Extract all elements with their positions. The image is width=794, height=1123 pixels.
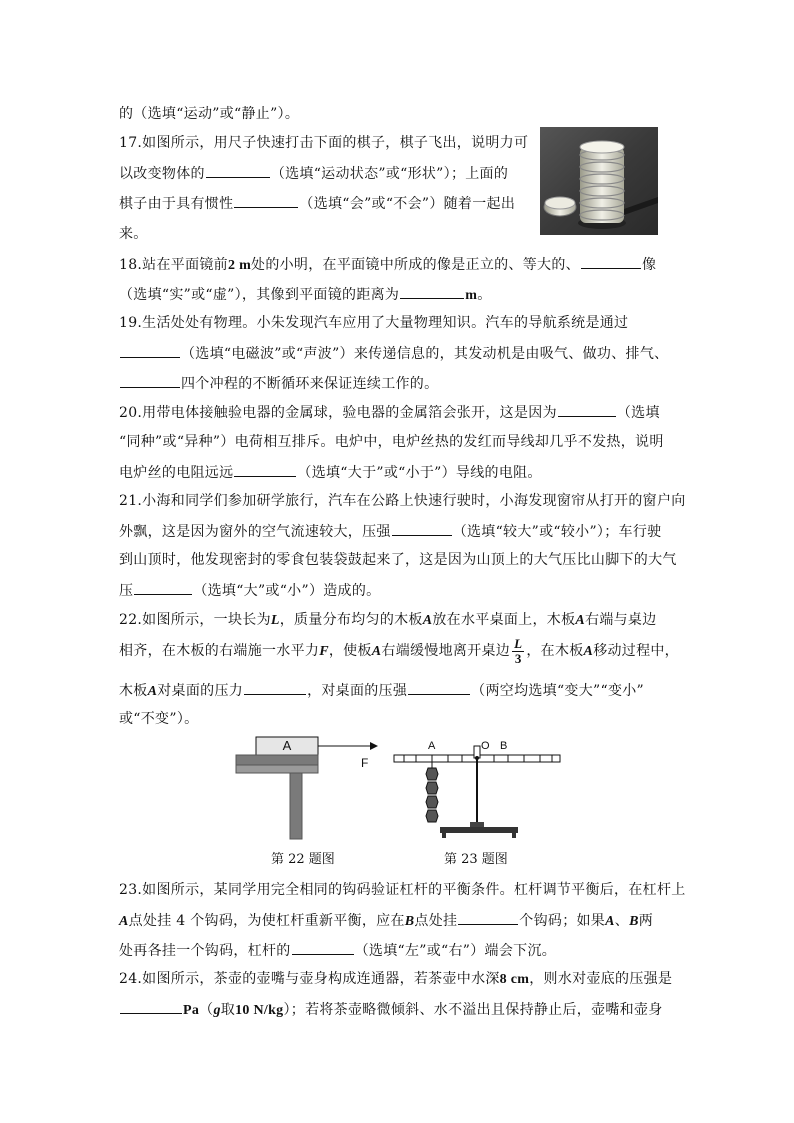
answer-blank[interactable] [206, 163, 270, 178]
fig23-label-a: A [428, 740, 436, 752]
answer-blank[interactable] [408, 680, 470, 695]
figure-23-caption: 第 23 题图 [444, 852, 508, 867]
question-21-line-4: 压 （选填“大”或“小”）造成的。 [119, 580, 380, 601]
answer-blank[interactable] [244, 680, 306, 695]
question-22-line-4: 或“不变”）。 [119, 711, 199, 727]
question-20-line-1: 20.用带电体接触验电器的金属球，验电器的金属箔会张开，这是因为 （选填 [119, 402, 660, 423]
text-line: 的（选填“运动”或“静止”）。 [119, 106, 300, 122]
answer-blank[interactable] [581, 254, 641, 269]
answer-blank[interactable] [392, 521, 452, 536]
question-18-line-2: （选填“实”或“虚”），其像到平面镜的距离为 m。 [119, 284, 492, 306]
answer-blank[interactable] [234, 193, 298, 208]
question-17-line-4: 来。 [119, 226, 148, 242]
question-21-line-3: 到山顶时，他发现密封的零食包装袋鼓起来了，这是因为山顶上的大气压比山脚下的大气 [119, 552, 677, 568]
question-19-line-1: 19.生活处处有物理。小朱发现汽车应用了大量物理知识。汽车的导航系统是通过 [119, 315, 629, 331]
question-24-line-1: 24.如图所示，茶壶的壶嘴与壶身构成连通器，若茶壶中水深8 cm，则水对壶底的压强是 [119, 971, 673, 987]
fig22-label-f: F [361, 756, 369, 770]
question-21-line-1: 21.小海和同学们参加研学旅行，汽车在公路上快速行驶时，小海发现窗帘从打开的窗户向 [119, 493, 686, 509]
answer-blank[interactable] [120, 343, 180, 358]
chess-pieces-photo [540, 127, 658, 235]
figure-22-caption: 第 22 题图 [271, 852, 335, 867]
answer-blank[interactable] [458, 910, 518, 925]
answer-blank[interactable] [120, 999, 182, 1014]
question-22-line-3: 木板A对桌面的压力 ，对桌面的压强 （两空均选填“变大”“变小” [119, 680, 644, 702]
question-18-line-1: 18.站在平面镜前2 m处的小明，在平面镜中所成的像是正立的、等大的、 像 [119, 254, 656, 276]
figure-23-lever [390, 734, 568, 844]
question-24-line-2: Pa（g取10 N/kg）；若将茶壶略微倾斜、水不溢出且保持静止后，壶嘴和壶身 [119, 999, 663, 1021]
question-17-line-2: 以改变物体的 （选填“运动状态”或“形状”）；上面的 [119, 163, 508, 184]
fig23-label-o: O [481, 740, 490, 752]
question-20-line-2: “同种”或“异种”）电荷相互排斥。电炉中，电炉丝热的发红而导线却几乎不发热，说明 [119, 434, 664, 450]
fig22-label-a: A [282, 738, 292, 753]
question-19-line-2: （选填“电磁波”或“声波”）来传递信息的，其发动机是由吸气、做功、排气、 [119, 343, 668, 364]
question-19-line-3: 四个冲程的不断循环来保证连续工作的。 [119, 373, 438, 394]
question-22-line-2: 相齐，在木板的右端施一水平力F，使板A右端缓慢地离开桌边 $\frac{L}{3}$ ，在木板A移动过程中， [119, 635, 679, 666]
question-22-line-1: 22.如图所示，一块长为L，质量分布均匀的木板A放在水平桌面上，木板A右端与桌边 [119, 612, 657, 628]
figure-22-board-on-table [230, 732, 380, 842]
question-17-line-1: 17.如图所示，用尺子快速打击下面的棋子，棋子飞出，说明力可 [119, 135, 529, 151]
question-23-line-1: 23.如图所示，某同学用完全相同的钩码验证杠杆的平衡条件。杠杆调节平衡后，在杠杆上 [119, 882, 686, 898]
question-23-line-2: A点处挂 4 个钩码，为使杠杆重新平衡，应在B点处挂 个钩码；如果A、B两 [119, 910, 653, 932]
answer-blank[interactable] [120, 373, 180, 388]
question-23-line-3: 处再各挂一个钩码，杠杆的 （选填“左”或“右”）端会下沉。 [119, 940, 556, 961]
question-21-line-2: 外飘，这是因为窗外的空气流速较大，压强 （选填“较大”或“较小”）；车行驶 [119, 521, 661, 542]
answer-blank[interactable] [400, 284, 464, 299]
question-20-line-3: 电炉丝的电阻远远 （选填“大于”或“小于”）导线的电阻。 [119, 462, 542, 483]
answer-blank[interactable] [292, 940, 354, 955]
answer-blank[interactable] [558, 402, 616, 417]
answer-blank[interactable] [234, 462, 296, 477]
fig23-label-b: B [500, 740, 508, 752]
fraction-l-over-3: $\frac{L}{3}$ [514, 635, 523, 666]
answer-blank[interactable] [134, 580, 192, 595]
question-17-line-3: 棋子由于具有惯性 （选填“会”或“不会”）随着一起出 [119, 193, 515, 214]
